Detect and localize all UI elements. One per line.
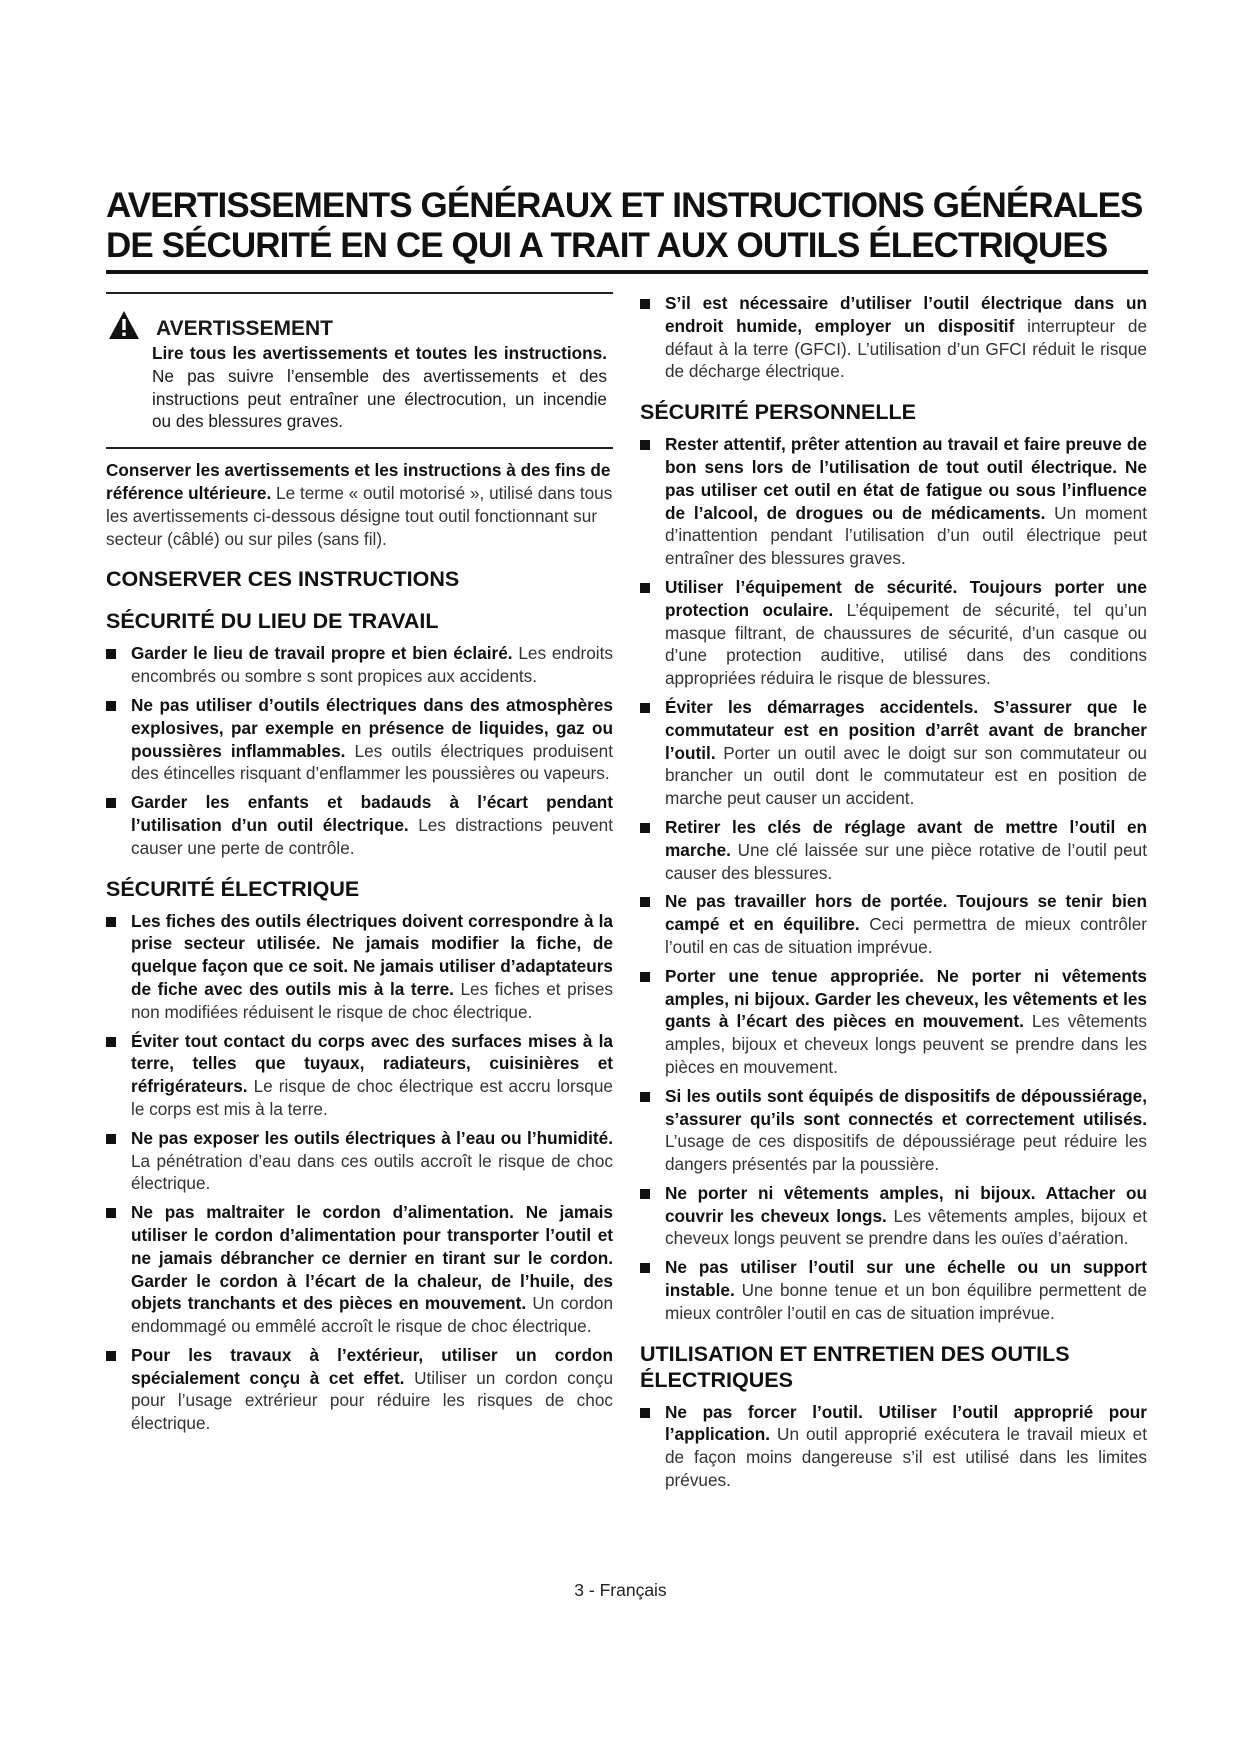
bullet-square-icon	[640, 1189, 650, 1199]
list-item	[640, 576, 1147, 690]
list-item	[640, 1401, 1147, 1492]
item-text: Un outil approprié exécutera le travail mieux et de façon moins dangereuse s’il est utilisé dans les limites prévues.	[665, 1424, 1147, 1491]
list-item	[106, 910, 613, 1024]
bullet-square-icon	[640, 1263, 650, 1273]
list-item	[640, 433, 1147, 570]
bullet-square-icon	[640, 1408, 650, 1418]
item-bold: Utiliser l’équipement de sécurité. Toujours porter une protection oculaire.	[665, 576, 1147, 620]
bullet-square-icon	[640, 440, 650, 450]
item-bold: Ne pas utiliser d’outils électriques dans des atmosphères explosives, par exemple en présence de liquides, gaz ou poussières inflammables.	[131, 694, 613, 761]
item-bold: S’il est nécessaire d’utiliser l’outil électrique dans un endroit humide, employer un dispositif	[665, 293, 1147, 336]
intro-paragraph	[106, 459, 613, 550]
warning-bottom-rule	[106, 447, 613, 449]
list-item	[106, 791, 613, 859]
item-bold: Si les outils sont équipés de dispositifs de dépoussiérage, s’assurer qu’ils sont connectés et correctement utilisés.	[665, 1085, 1147, 1129]
section-list	[640, 433, 1147, 1324]
intro-text: Le terme « outil motorisé », utilisé dans tous les avertissements ci-dessous désigne tout outil fonctionnant sur secteur (câblé) ou sur piles (sans fil).	[106, 482, 613, 549]
list-item	[106, 1201, 613, 1338]
section-heading: CONSERVER CES INSTRUCTIONS	[106, 567, 460, 592]
list-item	[640, 965, 1147, 1079]
section-heading: SÉCURITÉ DU LIEU DE TRAVAIL	[106, 609, 439, 634]
list-item	[106, 1127, 613, 1195]
right-sections	[640, 399, 1147, 1492]
list-item	[106, 694, 613, 785]
page-title	[106, 186, 1148, 274]
right-top-list	[640, 292, 1147, 383]
item-bold: Ne porter ni vêtements amples, ni bijoux. Attacher ou couvrir les cheveux longs.	[665, 1182, 1147, 1226]
list-item	[640, 890, 1147, 958]
item-text: La pénétration d’eau dans ces outils accroît le risque de choc électrique.	[131, 1150, 613, 1194]
item-bold: Les fiches des outils électriques doivent correspondre à la prise secteur utilisée. Ne jamais modifier la fiche, de quelque façon que ce soit. Ne jamais utiliser d’adaptateurs de fiche avec des outils mis à la terre.	[131, 910, 613, 999]
bullet-square-icon	[640, 583, 650, 593]
item-bold: Garder le lieu de travail propre et bien éclairé.	[131, 643, 513, 664]
section-heading: SÉCURITÉ PERSONNELLE	[640, 400, 916, 425]
bullet-square-icon	[640, 823, 650, 833]
warning-triangle-icon	[108, 310, 140, 340]
section-list	[106, 642, 613, 859]
list-item	[640, 1256, 1147, 1324]
item-bold: Éviter les démarrages accidentels. S’assurer que le commutateur est en position d’arrêt avant de brancher l’outil.	[665, 696, 1147, 763]
item-bold: Pour les travaux à l’extérieur, utiliser un cordon spécialement conçu à cet effet.	[131, 1344, 613, 1388]
item-text: Les vêtements amples, bijoux et cheveux longs peuvent se prendre dans les ouïes d’aération.	[665, 1205, 1147, 1249]
list-item	[106, 1344, 613, 1435]
warning-header	[106, 294, 613, 340]
item-text: Les outils électriques produisent des étincelles risquant d’enflammer les poussières ou vapeurs.	[131, 740, 613, 784]
bullet-square-icon	[106, 1134, 116, 1144]
item-text: Ceci permettra de mieux contrôler l’outil en cas de situation imprévue.	[665, 914, 1147, 957]
page-footer: 3 - Français	[574, 1580, 667, 1600]
item-bold: Éviter tout contact du corps avec des surfaces mises à la terre, telles que tuyaux, radiateurs, cuisinières et réfrigérateurs.	[131, 1030, 613, 1097]
bullet-square-icon	[106, 798, 116, 808]
item-text: Les fiches et prises non modifiées réduisent le risque de choc électrique.	[131, 978, 613, 1022]
item-bold: Ne pas travailler hors de portée. Toujours se tenir bien campé et en équilibre.	[665, 891, 1147, 935]
intro-bold: Conserver les avertissements et les instructions à des fins de référence ultérieure.	[106, 460, 611, 503]
item-text: Une clé laissée sur une pièce rotative de l’outil peut causer des blessures.	[665, 839, 1147, 883]
bullet-square-icon	[640, 1092, 650, 1102]
section-list	[106, 910, 613, 1436]
bullet-square-icon	[106, 1037, 116, 1047]
bullet-square-icon	[106, 649, 116, 659]
bullet-square-icon	[640, 897, 650, 907]
item-text: Les distractions peuvent causer une perte de contrôle.	[131, 814, 613, 858]
warning-body-bold: Lire tous les avertissements et toutes les instructions.	[152, 343, 607, 363]
title-line-1: AVERTISSEMENTS GÉNÉRAUX ET INSTRUCTIONS GÉNÉRALES	[106, 186, 1143, 225]
bullet-square-icon	[640, 299, 650, 309]
item-bold: Ne pas exposer les outils électriques à l’eau ou l’humidité.	[131, 1127, 613, 1148]
section-heading: SÉCURITÉ ÉLECTRIQUE	[106, 876, 360, 901]
item-text: Porter un outil avec le doigt sur son commutateur ou brancher un outil dont le commutateur est en position de marche peut causer un accident.	[665, 742, 1147, 809]
item-bold: Garder les enfants et badauds à l’écart pendant l’utilisation d’un outil électrique.	[131, 792, 613, 835]
item-text: Les endroits encombrés ou sombre s sont propices aux accidents.	[131, 643, 613, 687]
item-text: L’usage de ces dispositifs de dépoussiérage peut réduire les dangers présentés par la poussière.	[665, 1131, 1147, 1175]
item-bold: Porter une tenue appropriée. Ne porter ni vêtements amples, ni bijoux. Garder les cheveux, les vêtements et les gants à l’écart des pièces en mouvement.	[665, 965, 1147, 1032]
bullet-square-icon	[106, 1208, 116, 1218]
item-text: Le risque de choc électrique est accru lorsque le corps est mis à la terre.	[131, 1076, 613, 1119]
title-line-2: DE SÉCURITÉ EN CE QUI A TRAIT AUX OUTILS ÉLECTRIQUES	[106, 226, 1108, 265]
item-text: interrupteur de défaut à la terre (GFCI). L’utilisation d’un GFCI réduit le risque de décharge électrique.	[665, 315, 1148, 382]
item-bold: Retirer les clés de réglage avant de mettre l’outil en marche.	[665, 816, 1147, 860]
item-text: Utiliser un cordon conçu pour l’usage extrérieur pour réduire les risques de choc électrique.	[131, 1367, 613, 1434]
list-item	[640, 292, 1147, 383]
left-column	[106, 292, 613, 1441]
list-item	[640, 696, 1147, 810]
list-item	[640, 1085, 1147, 1176]
item-text: Une bonne tenue et un bon équilibre permettent de mieux contrôler l’outil en cas de situation imprévue.	[665, 1280, 1147, 1323]
bullet-square-icon	[106, 1351, 116, 1361]
item-text: L’équipement de sécurité, tel qu’un masque filtrant, de chaussures de sécurité, d’un casque ou d’une protection auditive, utilisé dans des conditions appropriées réduira le risque de blessures.	[665, 599, 1147, 689]
item-bold: Ne pas utiliser l’outil sur une échelle ou un support instable.	[665, 1257, 1147, 1301]
list-item	[640, 1182, 1147, 1250]
bullet-square-icon	[106, 701, 116, 711]
bullet-square-icon	[106, 917, 116, 927]
title-underline	[106, 270, 1148, 274]
bullet-square-icon	[640, 703, 650, 713]
item-text: Les vêtements amples, bijoux et cheveux longs peuvent se prendre dans les pièces en mouvement.	[665, 1011, 1147, 1077]
left-sections	[106, 566, 613, 1435]
item-text: Un moment d’inattention pendant l’utilisation d’un outil électrique peut entraîner des blessures graves.	[665, 502, 1148, 569]
list-item	[106, 642, 613, 688]
bullet-square-icon	[640, 972, 650, 982]
right-column	[640, 292, 1147, 1498]
item-text: Un cordon endommagé ou emmêlé accroît le risque de choc électrique.	[131, 1293, 614, 1337]
item-bold: Rester attentif, prêter attention au travail et faire preuve de bon sens lors de l’utilisation de tout outil électrique. Ne pas utiliser cet outil en état de fatigue ou sous l’influence de l’alcool, de drogues ou de médicaments.	[665, 434, 1147, 523]
section-heading: UTILISATION ET ENTRETIEN DES OUTILS ÉLECTRIQUES	[640, 1341, 1070, 1392]
warning-heading: AVERTISSEMENT	[156, 317, 333, 340]
list-item	[106, 1030, 613, 1121]
section-list	[640, 1401, 1147, 1492]
warning-body-text: Ne pas suivre l’ensemble des avertissements et des instructions peut entraîner une électrocution, un incendie ou des blessures graves.	[152, 365, 607, 432]
list-item	[640, 816, 1147, 884]
warning-body	[106, 342, 613, 433]
item-bold: Ne pas maltraiter le cordon d’alimentation. Ne jamais utiliser le cordon d’alimentation pour transporter l’outil et ne jamais débrancher ce dernier en tirant sur le cordon. Garder le cordon à l’écart de la chaleur, de l’huile, des objets tranchants et des pièces en mouvement.	[131, 1202, 613, 1314]
item-bold: Ne pas forcer l’outil. Utiliser l’outil approprié pour l’application.	[665, 1401, 1147, 1445]
